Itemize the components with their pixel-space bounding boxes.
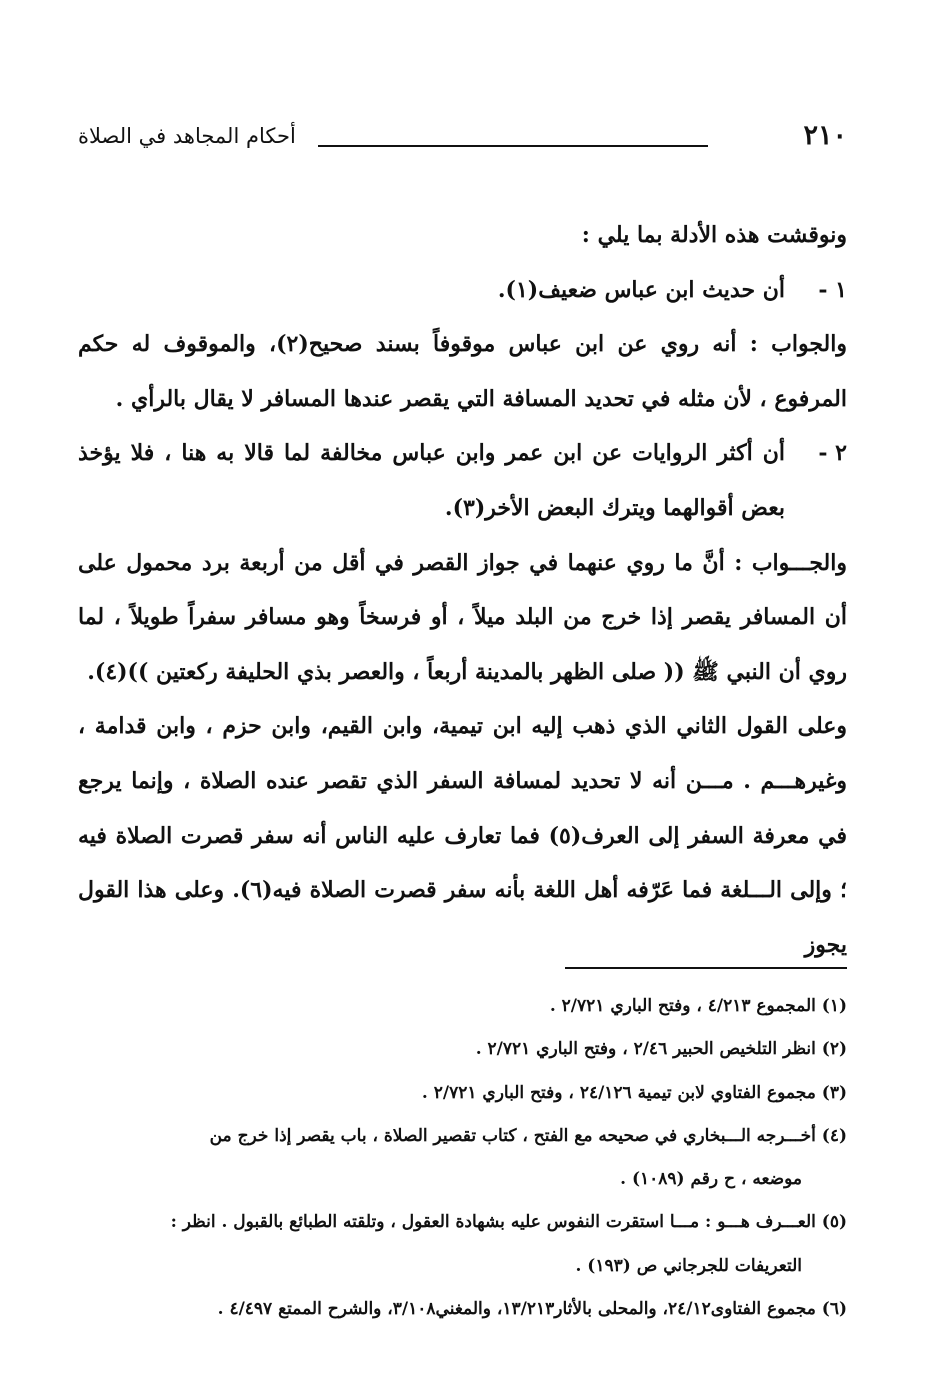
answer-2: والجـــواب : أنَّ ما روي عنهما في جواز القصر في أقل من أربعة برد محمول على أن المسافر يقصر إذا خرج من البلد ميلاً ، أو فرسخاً وهو مسافر سفراً طويلاً ، لما روي أن النبي ﷺ (( صلى الظهر بالمدينة أربعاً ، والعصر بذي الحليفة ركعتين ))(٤). — [78, 549, 847, 685]
footnote-4-line-1: (٤) أخـــرجه الـــبخاري في صحيحه مع الفتح ، كتاب تقصير الصلاة ، باب يقصر إذا خرج من — [209, 1125, 847, 1146]
footnote-separator — [565, 967, 847, 969]
point-1 — [78, 263, 847, 318]
point-1-number: ١ - — [818, 276, 847, 303]
footnote-5-line-2: التعريفات للجرجاني ص (١٩٣) . — [575, 1255, 802, 1276]
point-1-text: أن حديث ابن عباس ضعيف(١). — [497, 276, 785, 303]
footnote-3: (٣) مجموع الفتاوي لابن تيمية ٢٤/١٢٦ ، وفتح الباري ٢/٧٢١ . — [421, 1082, 847, 1103]
second-opinion-paragraph: وعلى القول الثاني الذي ذهب إليه ابن تيمية، وابن القيم، وابن حزم ، وابن قدامة ، وغيرهـــم . مـــن أنه لا تحديد لمسافة السفر الذي تقصر عنده الصلاة ، وإنما يرجع في معرفة السفر إلى العرف(٥) فما تعارف عليه الناس أنه سفر قصرت الصلاة فيه ؛ وإلى الـــلغة فما عَرّفه أهل اللغة بأنه سفر قصرت الصلاة فيه(٦). وعلى هذا القول يجوز — [78, 713, 847, 958]
footnote-5-line-1: (٥) العـــرف هـــو : مـــا استقرت النفوس عليه بشهادة العقول ، وتلقته الطبائع بالقبول . انظر : — [170, 1212, 847, 1233]
footnote-2: (٢) انظر التلخيص الحبير ٢/٤٦ ، وفتح الباري ٢/٧٢١ . — [475, 1039, 847, 1060]
header-rule — [318, 145, 708, 147]
running-title: أحكام المجاهد في الصلاة — [78, 124, 296, 148]
intro-line: ونوقشت هذه الأدلة بما يلي : — [581, 222, 847, 248]
footnotes — [78, 985, 847, 1331]
main-text — [78, 208, 847, 972]
point-2-text: أن أكثر الروايات عن ابن عمر وابن عباس مخالفة لما قالا به هنا ، فلا يؤخذ بعض أقوالهما ويترك البعض الأخر(٣). — [78, 440, 785, 521]
point-2-number: ٢ - — [818, 440, 847, 467]
page-header — [78, 120, 847, 160]
footnote-1: (١) المجموع ٤/٢١٣ ، وفتح الباري ٢/٧٢١ . — [549, 996, 847, 1016]
page-number: ٢١٠ — [803, 120, 847, 151]
footnote-6: (٦) مجموع الفتاوى٢٤/١٢، والمحلى بالأثار١٣/٢١٣، والمغني٣/١٠٨، والشرح الممتع ٤/٤٩٧ . — [217, 1299, 847, 1320]
answer-1: والجواب : أنه روي عن ابن عباس موقوفاً بسند صحيح(٢)، والموقوف له حكم المرفوع ، لأن مثله في تحديد المسافة التي يقصر عندها المسافر لا يقال بالرأي . — [78, 331, 847, 412]
point-2 — [78, 426, 847, 535]
footnote-4-line-2: موضعه ، ح رقم (١٠٨٩) . — [620, 1169, 802, 1190]
